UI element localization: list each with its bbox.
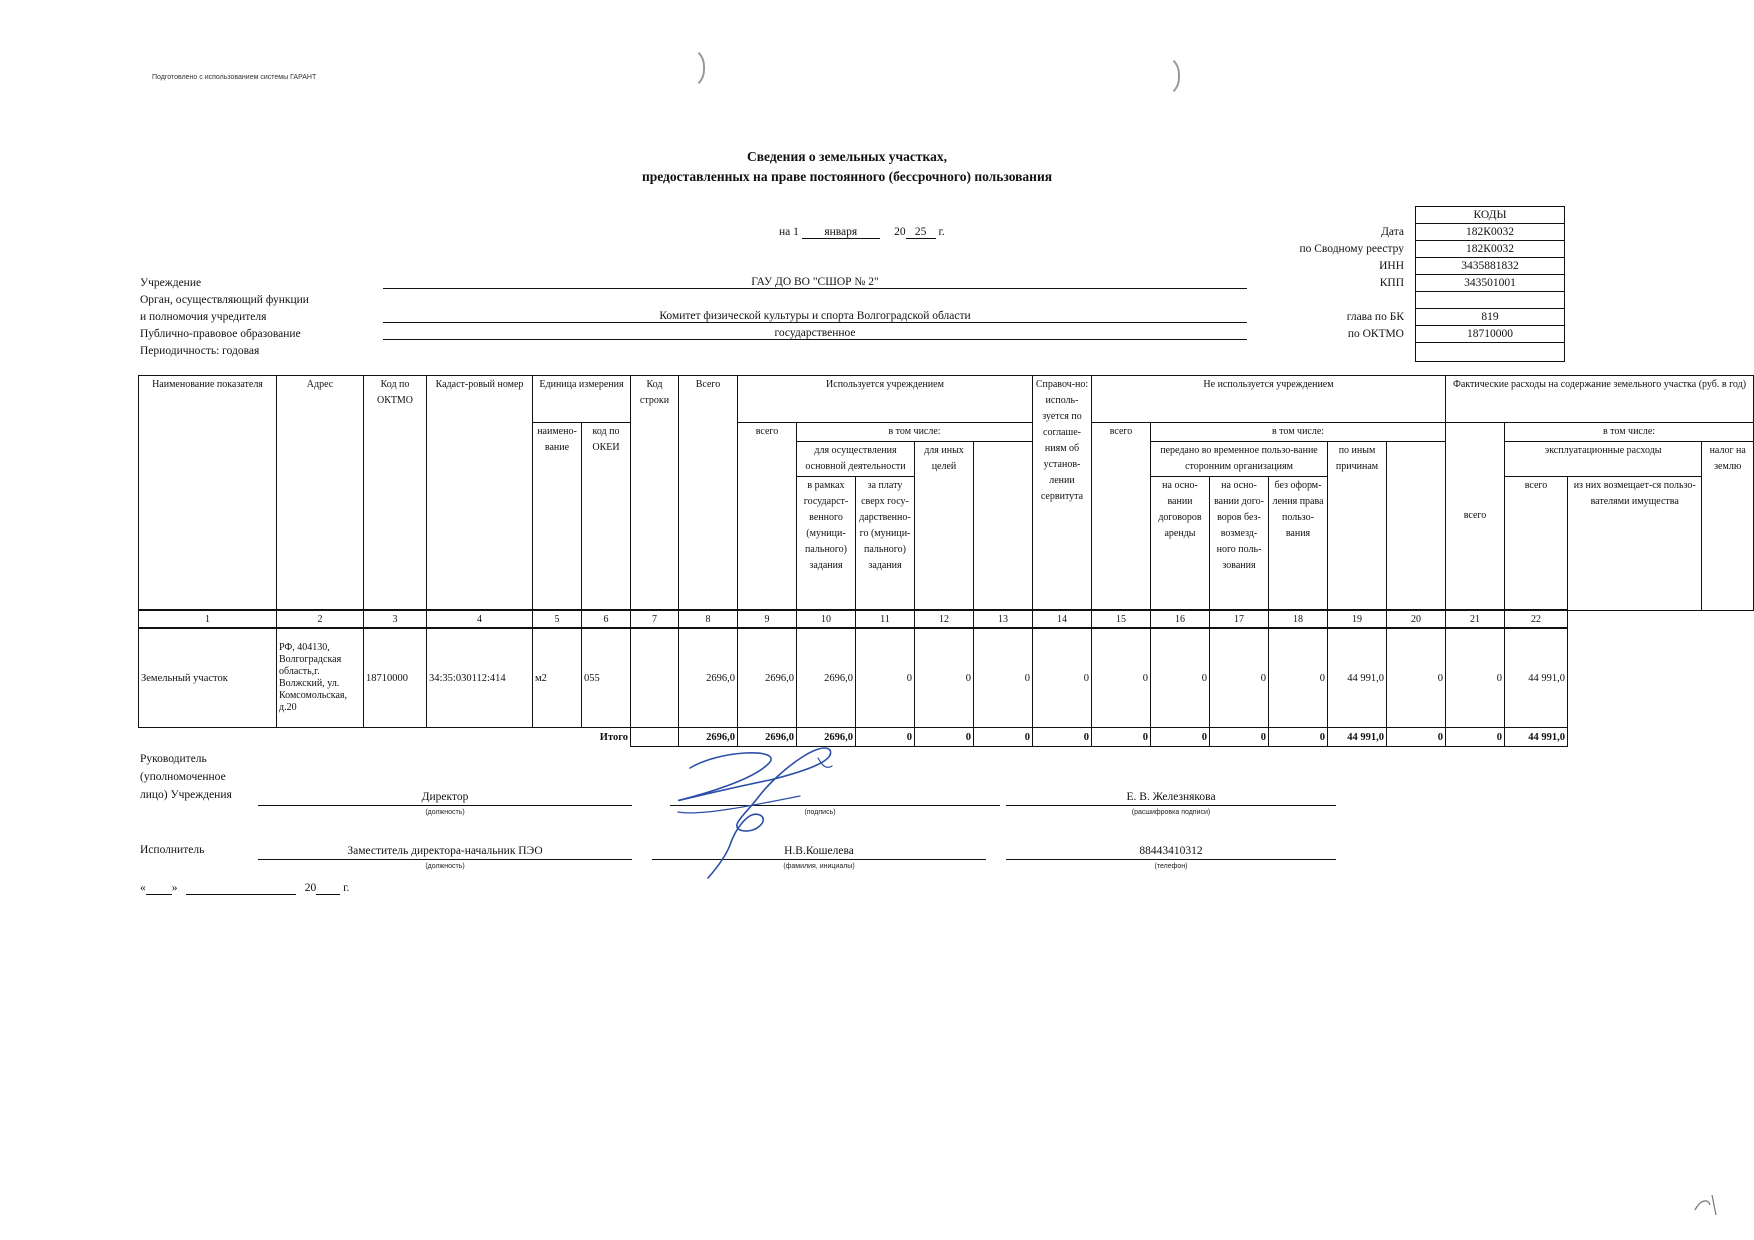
row-value: 2696,0 bbox=[797, 628, 856, 728]
column-number: 17 bbox=[1210, 610, 1269, 628]
column-number: 22 bbox=[1505, 610, 1568, 628]
total-value: 0 bbox=[1151, 728, 1210, 747]
founder-label-1: Орган, осуществляющий функции bbox=[140, 294, 309, 306]
total-value: 2696,0 bbox=[797, 728, 856, 747]
page-mark-icon bbox=[1690, 1190, 1730, 1220]
document-title-line2: предоставленных на праве постоянного (бессрочного) пользования bbox=[641, 169, 1053, 184]
col-costs-all-header: всего bbox=[1446, 423, 1505, 611]
col-nu-spacer bbox=[1387, 442, 1446, 611]
source-note: Подготовлено с использованием системы ГАРАНТ bbox=[152, 74, 317, 81]
row-value: 0 bbox=[915, 628, 974, 728]
row-value: 44 991,0 bbox=[1505, 628, 1568, 728]
institution-label: Учреждение bbox=[140, 277, 202, 289]
total-value: 0 bbox=[1033, 728, 1092, 747]
col-address-header: Адрес bbox=[277, 376, 364, 611]
sign-date-close: » bbox=[171, 882, 178, 894]
date-year: 25 bbox=[906, 226, 936, 239]
total-value: 0 bbox=[915, 728, 974, 747]
column-number: 21 bbox=[1446, 610, 1505, 628]
total-value: 0 bbox=[1092, 728, 1151, 747]
code-bk: 819 bbox=[1415, 309, 1565, 326]
column-number: 7 bbox=[631, 610, 679, 628]
punch-hole-right bbox=[1158, 54, 1180, 98]
sign-date-month bbox=[186, 882, 296, 895]
column-number: 11 bbox=[856, 610, 915, 628]
col-noformal-header: без оформ-ления права пользо-вания bbox=[1269, 477, 1328, 611]
institution-value: ГАУ ДО ВО "СШОР № 2" bbox=[383, 276, 1247, 289]
row-value: 0 bbox=[1387, 628, 1446, 728]
col-used-spacer bbox=[974, 442, 1033, 611]
report-date bbox=[779, 226, 945, 239]
document-title-line1: Сведения о земельных участках, bbox=[747, 149, 947, 164]
column-number: 10 bbox=[797, 610, 856, 628]
code-kpp: 343501001 bbox=[1415, 275, 1565, 292]
handwritten-signature bbox=[660, 740, 880, 880]
col-row-code-header: Код строки bbox=[631, 376, 679, 611]
col-paid-header: за плату сверх госу-дарственно-го (муници-пального) задания bbox=[856, 477, 915, 611]
col-op-all-header: всего bbox=[1505, 477, 1568, 611]
exec-name-caption: (фамилия, инициалы) bbox=[783, 863, 855, 870]
total-value: 0 bbox=[974, 728, 1033, 747]
column-number: 15 bbox=[1092, 610, 1151, 628]
total-value: 44 991,0 bbox=[1328, 728, 1387, 747]
codes-box bbox=[1415, 206, 1565, 362]
col-used-incl-header: в том числе: bbox=[797, 423, 1033, 442]
date-century: 20 bbox=[894, 226, 906, 238]
col-lease-header: на осно-вании договоров аренды bbox=[1151, 477, 1210, 611]
col-servitude-header: Справоч-но: исполь-зуется по соглаше-ниям об установ-лении сервитута bbox=[1033, 376, 1092, 611]
row-value: 0 bbox=[1269, 628, 1328, 728]
col-free-header: на осно-вании дого-воров без-возмезд-ного поль-зования bbox=[1210, 477, 1269, 611]
head-label-2: (уполномоченное bbox=[140, 771, 226, 783]
total-value: 0 bbox=[1269, 728, 1328, 747]
total-value: 0 bbox=[1387, 728, 1446, 747]
column-number: 19 bbox=[1328, 610, 1387, 628]
col-costs-incl-header: в том числе: bbox=[1505, 423, 1754, 442]
row-cadastre: 34:35:030112:414 bbox=[427, 628, 533, 728]
header-row-1 bbox=[139, 376, 1754, 423]
total-value: 2696,0 bbox=[738, 728, 797, 747]
column-number: 14 bbox=[1033, 610, 1092, 628]
code-date: 182К0032 bbox=[1415, 224, 1565, 241]
col-unit-name-header: наимено-вание bbox=[533, 423, 582, 611]
exec-name: Н.В.Кошелева bbox=[652, 843, 986, 860]
sign-date-suffix: г. bbox=[343, 882, 350, 894]
total-value: 0 bbox=[856, 728, 915, 747]
col-used-all-header: всего bbox=[738, 423, 797, 611]
row-value: 0 bbox=[856, 628, 915, 728]
row-value: 2696,0 bbox=[679, 628, 738, 728]
col-unit-okei-header: код по ОКЕИ bbox=[582, 423, 631, 611]
column-number: 2 bbox=[277, 610, 364, 628]
sign-date bbox=[140, 882, 349, 895]
code-registry-label: по Сводному реестру bbox=[1299, 243, 1404, 255]
row-unit: м2 bbox=[533, 628, 582, 728]
column-number: 13 bbox=[974, 610, 1033, 628]
founder-label-2: и полномочия учредителя bbox=[140, 311, 267, 323]
row-value: 0 bbox=[1092, 628, 1151, 728]
date-suffix: г. bbox=[938, 226, 945, 238]
col-nu-all-header: всего bbox=[1092, 423, 1151, 611]
row-oktmo: 18710000 bbox=[364, 628, 427, 728]
column-number: 4 bbox=[427, 610, 533, 628]
column-number: 1 bbox=[139, 610, 277, 628]
col-cadastre-header: Кадаст-ровый номер bbox=[427, 376, 533, 611]
date-prefix: на 1 bbox=[779, 226, 799, 238]
head-label-3: лицо) Учреждения bbox=[140, 789, 232, 801]
codes-header: КОДЫ bbox=[1415, 206, 1565, 224]
row-value: 0 bbox=[1446, 628, 1505, 728]
row-okei: 055 bbox=[582, 628, 631, 728]
head-label-1: Руководитель bbox=[140, 753, 207, 765]
sign-date-year bbox=[316, 882, 340, 895]
code-oktmo-label: по ОКТМО bbox=[1347, 328, 1404, 340]
column-number: 12 bbox=[915, 610, 974, 628]
signature-caption: (подпись) bbox=[804, 809, 836, 816]
col-used-header: Используется учреждением bbox=[738, 376, 1033, 423]
column-number: 18 bbox=[1269, 610, 1328, 628]
total-value: 44 991,0 bbox=[1505, 728, 1568, 747]
code-empty-last bbox=[1415, 343, 1565, 362]
row-value: 2696,0 bbox=[738, 628, 797, 728]
code-bk-label: глава по БК bbox=[1346, 311, 1404, 323]
exec-label: Исполнитель bbox=[140, 844, 205, 856]
exec-phone: 88443410312 bbox=[1006, 843, 1336, 860]
col-state-task-header: в рамках государст-венного (муници-пального) задания bbox=[797, 477, 856, 611]
column-number: 8 bbox=[679, 610, 738, 628]
table-row bbox=[139, 628, 1754, 728]
head-name: Е. В. Железнякова bbox=[1006, 789, 1336, 806]
row-code bbox=[631, 628, 679, 728]
col-costs-header: Фактические расходы на содержание земельного участка (руб. в год) bbox=[1446, 376, 1754, 423]
column-number: 9 bbox=[738, 610, 797, 628]
period-label: Периодичность: годовая bbox=[140, 345, 260, 357]
sign-date-day bbox=[146, 882, 172, 895]
row-value: 0 bbox=[1033, 628, 1092, 728]
row-value: 0 bbox=[1151, 628, 1210, 728]
total-value: 0 bbox=[1446, 728, 1505, 747]
col-not-used-header: Не используется учреждением bbox=[1092, 376, 1446, 423]
col-unit-header: Единица измерения bbox=[533, 376, 631, 423]
code-inn-label: ИНН bbox=[1379, 260, 1404, 272]
column-number: 20 bbox=[1387, 610, 1446, 628]
col-total-header: Всего bbox=[679, 376, 738, 611]
col-oktmo-header: Код по ОКТМО bbox=[364, 376, 427, 611]
column-number: 16 bbox=[1151, 610, 1210, 628]
code-kpp-label: КПП bbox=[1379, 277, 1404, 289]
code-oktmo: 18710000 bbox=[1415, 326, 1565, 343]
col-nu-incl-header: в том числе: bbox=[1151, 423, 1446, 442]
punch-hole-left bbox=[683, 46, 705, 90]
row-value: 0 bbox=[1210, 628, 1269, 728]
row-value: 44 991,0 bbox=[1328, 628, 1387, 728]
public-label: Публично-правовое образование bbox=[140, 328, 301, 340]
col-other-reasons-header: по иным причинам bbox=[1328, 442, 1387, 611]
exec-position-caption: (должность) bbox=[425, 863, 465, 870]
column-number: 6 bbox=[582, 610, 631, 628]
total-value: 2696,0 bbox=[679, 728, 738, 747]
total-row bbox=[139, 728, 1754, 747]
row-address: РФ, 404130, Волгоградская область,г. Волжский, ул. Комсомольская, д.20 bbox=[277, 628, 364, 728]
total-label-cell bbox=[139, 728, 631, 747]
sign-date-open: « bbox=[140, 882, 146, 894]
column-number: 3 bbox=[364, 610, 427, 628]
code-registry: 182К0032 bbox=[1415, 241, 1565, 258]
total-value: 0 bbox=[1210, 728, 1269, 747]
col-land-tax-header: налог на землю bbox=[1702, 442, 1754, 611]
column-number: 5 bbox=[533, 610, 582, 628]
col-main-activity-header: для осуществления основной деятельности bbox=[797, 442, 915, 477]
code-inn: 3435881832 bbox=[1415, 258, 1565, 275]
head-position: Директор bbox=[258, 789, 632, 806]
col-transferred-header: передано во временное пользо-вание сторонним организациям bbox=[1151, 442, 1328, 477]
col-operating-header: эксплуатационные расходы bbox=[1505, 442, 1702, 477]
sign-date-century: 20 bbox=[304, 882, 317, 894]
total-label: Итого bbox=[599, 731, 628, 743]
land-plots-table bbox=[138, 375, 1754, 747]
row-value: 0 bbox=[974, 628, 1033, 728]
phone-caption: (телефон) bbox=[1154, 863, 1188, 870]
col-other-goals-header: для иных целей bbox=[915, 442, 974, 611]
column-numbers-row bbox=[139, 610, 1754, 628]
public-value: государственное bbox=[383, 327, 1247, 340]
date-month: января bbox=[802, 226, 880, 239]
founder-value: Комитет физической культуры и спорта Волгоградской области bbox=[383, 310, 1247, 323]
col-reimbursed-header: из них возмещает-ся пользо-вателями имущества bbox=[1568, 477, 1702, 611]
code-date-label: Дата bbox=[1381, 226, 1404, 238]
name-caption: (расшифровка подписи) bbox=[1131, 809, 1211, 816]
position-caption: (должность) bbox=[425, 809, 465, 816]
exec-position: Заместитель директора-начальник ПЭО bbox=[258, 843, 632, 860]
row-name: Земельный участок bbox=[139, 628, 277, 728]
col-name-header: Наименование показателя bbox=[139, 376, 277, 611]
code-empty bbox=[1415, 292, 1565, 309]
